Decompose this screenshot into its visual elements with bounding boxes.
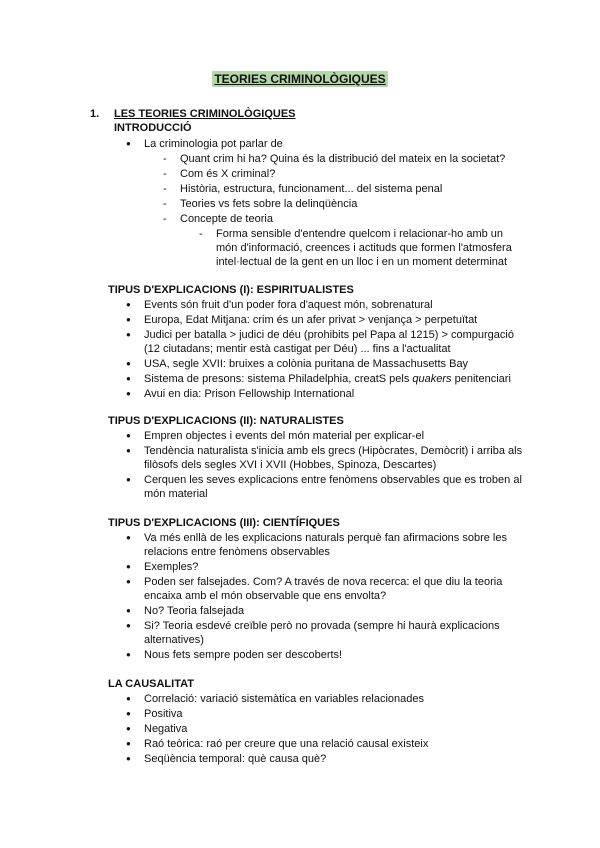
list-item-continuation: (12 ciutadans; mentir està castigat per Déu) ... fins a l'actualitat — [144, 343, 451, 355]
list-item-text: Sistema de presons: sistema Philadelphia, creatS pels — [144, 373, 410, 385]
list-item: - Teories vs fets sobre la delinqüència — [180, 197, 357, 211]
list-item: ● Judici per batalla > judici de déu (prohibits pel Papa al 1215) > compurgació — [144, 328, 514, 342]
list-item-emphasis: quakers — [412, 373, 452, 385]
list-item: ● Poden ser falsejades. Com? A través de nova recerca: el que diu la teoria — [144, 575, 502, 589]
list-item: ● Avui en dia: Prison Fellowship International — [144, 387, 354, 401]
list-item: ● Empren objectes i events del món material per explicar-el — [144, 429, 424, 443]
document-title — [0, 72, 600, 86]
list-item: ● Tendència naturalista s'inicia amb els grecs (Hipòcrates, Demòcrit) i arriba als — [144, 444, 522, 458]
section-heading: TIPUS D'EXPLICACIONS (I): ESPIRITUALISTES — [108, 284, 354, 296]
list-item: ● USA, segle XVII: bruixes a colònia puritana de Massachusetts Bay — [144, 357, 468, 371]
list-item: ● Va més enllà de les explicacions naturals perquè fan afirmacions sobre les — [144, 531, 507, 545]
list-item-continuation: món material — [144, 488, 208, 500]
list-item: ● Cerquen les seves explicacions entre fenòmens observables que es troben al — [144, 473, 522, 487]
list-item: - Concepte de teoria — [180, 212, 273, 226]
list-item: ● Nous fets sempre poden ser descoberts! — [144, 648, 342, 662]
list-item: ● Positiva — [144, 707, 183, 721]
list-item: - Com és X criminal? — [180, 167, 275, 181]
list-item-continuation: intel·lectual de la gent en un lloc i en un moment determinat — [216, 256, 508, 268]
list-item: ● Si? Teoria esdevé creïble però no provada (sempre hi haurà explicacions — [144, 619, 500, 633]
section-heading — [90, 107, 296, 121]
list-item: ● Europa, Edat Mitjana: crim és un afer privat > venjança > perpetuïtat — [144, 313, 477, 327]
list-item: - Forma sensible d'entendre quelcom i relacionar-ho amb un — [216, 227, 503, 241]
list-item-continuation: alternatives) — [144, 634, 204, 646]
list-item: ● Seqüència temporal: què causa què? — [144, 752, 326, 766]
list-item-continuation: relacions entre fenòmens observables — [144, 546, 330, 558]
intro-heading: INTRODUCCIÓ — [114, 122, 192, 134]
list-item: ● Correlació: variació sistemàtica en variables relacionades — [144, 692, 424, 706]
list-item: ● Raó teòrica: raó per creure que una relació causal existeix — [144, 737, 428, 751]
list-item — [144, 372, 511, 386]
section-heading: TIPUS D'EXPLICACIONS (III): CIENTÍFIQUES — [108, 517, 340, 529]
document-title-text: TEORIES CRIMINOLÒGIQUES — [214, 72, 386, 86]
list-item: ● La criminologia pot parlar de — [144, 137, 283, 151]
list-item-continuation: món d'informació, creences i actituds que formen l'atmosfera — [216, 242, 512, 254]
list-item: - Quant crim hi ha? Quina és la distribució del mateix en la societat? — [180, 152, 505, 166]
list-item: ● Events són fruit d'un poder fora d'aquest món, sobrenatural — [144, 298, 433, 312]
list-item-continuation: encaixa amb el món observable que ens envolta? — [144, 590, 387, 602]
section-heading-text: LES TEORIES CRIMINOLÒGIQUES — [114, 108, 296, 120]
list-item: ● Exemples? — [144, 560, 198, 574]
section-heading: LA CAUSALITAT — [108, 678, 194, 690]
list-item-continuation: filòsofs dels segles XVI i XVII (Hobbes, Spinoza, Descartes) — [144, 459, 437, 471]
list-item: ● Negativa — [144, 722, 187, 736]
section-number: 1. — [90, 108, 100, 120]
section-heading: TIPUS D'EXPLICACIONS (II): NATURALISTES — [108, 415, 344, 427]
list-item: - Història, estructura, funcionament... del sistema penal — [180, 182, 442, 196]
list-item-text: penitenciari — [454, 373, 511, 385]
list-item: ● No? Teoria falsejada — [144, 604, 244, 618]
